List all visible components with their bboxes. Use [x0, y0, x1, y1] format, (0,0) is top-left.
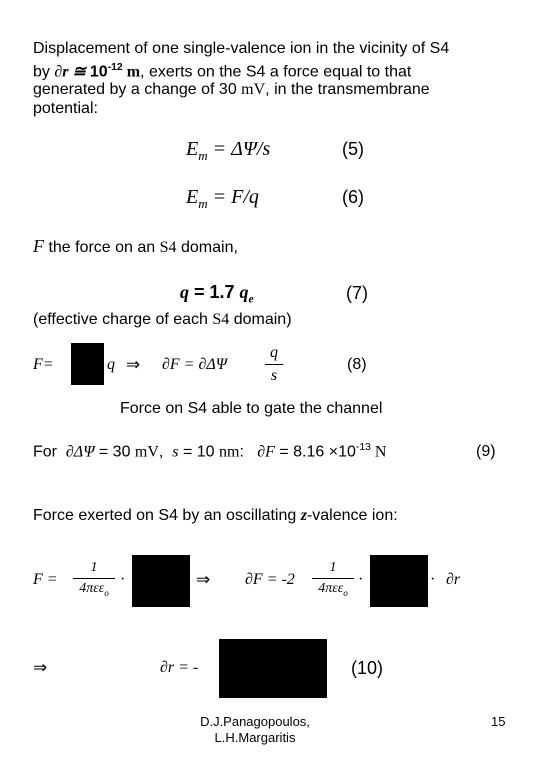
eq8-dF: ∂F = ∂ΔΨ [162, 356, 228, 373]
equation-8-number: (8) [347, 356, 367, 373]
eq9-dpsi-val: = 30 [94, 443, 135, 461]
intro-line-3 [33, 81, 513, 100]
intro-line-4: potential: [33, 99, 98, 117]
footer-authors [180, 714, 330, 746]
eq10a-arrow: ⇒ [196, 570, 211, 589]
equation-5 [186, 138, 270, 164]
eq6-lhs: E [186, 186, 199, 208]
intro-dr-symbol: ∂r ≅ [54, 62, 90, 80]
equation-9: For ∂ΔΨ = 30 mV, s = 10 nm: $\partial F = 8.16 \times 10^{-13}$ N [33, 442, 387, 461]
eq5-rhs: = ΔΨ/s [207, 138, 271, 160]
eq9-s-val: = 10 [178, 443, 219, 461]
eq10a-fraction-2 [312, 560, 354, 598]
eq8-redacted-block [71, 343, 104, 385]
eq9-N: N [370, 443, 387, 461]
eq8-frac-num: q [270, 344, 278, 361]
equation-5-number: (5) [342, 139, 364, 159]
oscillating-ion-line [33, 507, 398, 525]
eq10a-frac-den-sub: o [104, 587, 109, 598]
osc-z: z [300, 507, 307, 524]
eq8-F: F= [33, 356, 54, 373]
eq10b-redacted-block [219, 639, 327, 698]
eq10a-dF: ∂F = -2 [245, 571, 295, 588]
force-def-s4: S4 [159, 239, 177, 256]
eq10a-fraction [73, 560, 115, 598]
intro-mv-unit: mV [241, 81, 266, 99]
eq7-q: q [180, 282, 189, 302]
intro-dr-unit: m [122, 62, 141, 80]
eq9-dF: ∂F [257, 443, 275, 461]
intro-line-2 [33, 59, 513, 82]
eq8-q: q [107, 356, 115, 373]
effective-s4: S4 [212, 311, 230, 328]
eq10a-frac-num: 1 [90, 560, 98, 575]
eq9-for: For [33, 443, 57, 461]
force-def-post: domain, [176, 239, 238, 256]
intro-dr-value: 10 [89, 62, 108, 80]
intro-line-3-pre: generated by a change of 30 [33, 81, 242, 99]
intro-line-2-post: , exerts on the S4 a force equal to that [140, 62, 412, 80]
intro-dr-exp: -12 [107, 61, 123, 73]
effective-charge-line [33, 311, 292, 329]
footer-author-2: L.H.Margaritis [214, 730, 296, 745]
equation-9-number: (9) [476, 443, 496, 460]
footer-author-1: D.J.Panagopoulos, [200, 714, 310, 729]
force-symbol: F [33, 236, 44, 256]
eq5-sub: m [198, 148, 208, 163]
eq9-s: s [172, 443, 179, 461]
eq6-sub: m [198, 196, 208, 211]
eq10a-redacted-block-2 [370, 555, 428, 607]
osc-post: -valence ion: [306, 507, 398, 524]
eq9-exp: -13 [355, 442, 371, 453]
osc-pre: Force exerted on S4 by an oscillating [33, 507, 301, 524]
equation-10-number: (10) [351, 658, 384, 678]
eq10a-redacted-block-1 [132, 555, 190, 607]
equation-7-number: (7) [346, 283, 368, 303]
gate-channel-line: Force on S4 able to gate the channel [120, 400, 383, 417]
effective-pre: (effective charge of each [33, 311, 213, 328]
eq9-nm: nm [218, 443, 240, 461]
eq10a-frac2-den: 4πεε [318, 581, 344, 596]
equation-7 [180, 282, 254, 306]
eq8-arrow: ⇒ [126, 355, 141, 374]
eq10a-dot-3: · [430, 571, 436, 588]
intro-line-1: Displacement of one single-valence ion in the vicinity of S4 [33, 40, 450, 57]
page-number: 15 [491, 714, 506, 729]
eq5-lhs: E [186, 138, 199, 160]
eq10a-frac2-den-sub: o [343, 587, 348, 598]
eq6-rhs: = F/q [207, 186, 259, 208]
equation-6-number: (6) [342, 187, 364, 207]
eq10a-F: F = [33, 571, 58, 588]
eq7-qe: q [239, 282, 249, 302]
force-definition [33, 236, 238, 257]
effective-post: domain) [229, 311, 292, 328]
eq9-dpsi: ∂ΔΨ [65, 443, 95, 461]
equation-6 [186, 186, 259, 212]
eq8-frac-den: s [270, 367, 278, 384]
eq7-value: = 1.7 [189, 282, 240, 302]
eq8-fraction [265, 344, 283, 385]
eq9-mv: mV [134, 443, 159, 461]
eq10b-dr: ∂r = - [160, 659, 199, 676]
eq10a-dot-2: · [358, 571, 364, 588]
intro-paragraph [33, 40, 513, 118]
intro-line-3-post: , in the transmembrane [265, 81, 430, 99]
intro-by: by [33, 62, 55, 80]
eq10a-dr: ∂r [446, 571, 461, 588]
eq10a-frac2-num: 1 [329, 560, 337, 575]
eq9-dF-val: = 8.16 ×10 [274, 443, 356, 461]
eq10a-dot: · [120, 571, 126, 588]
force-def-text: the force on an [44, 239, 160, 256]
eq7-qe-sub: e [248, 292, 254, 306]
eq10a-frac-den: 4πεε [79, 581, 105, 596]
eq10b-arrow: ⇒ [33, 658, 48, 677]
